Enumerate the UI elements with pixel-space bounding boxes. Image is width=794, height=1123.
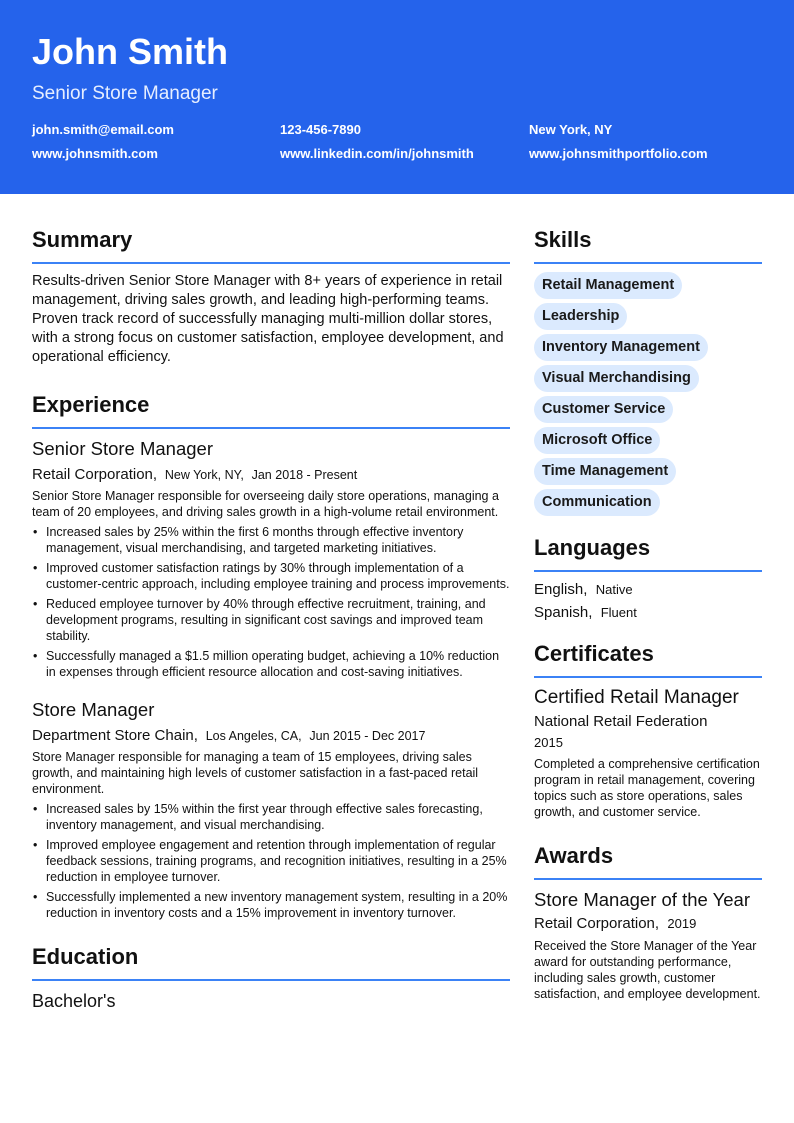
job-location: New York, NY, (164, 468, 244, 482)
summary-text: Results-driven Senior Store Manager with 8+ years of experience in retail management, driving sales growth, and leading high-performing teams. Proven track record of successfully managing multi-million dollar stores, with a strong focus on customer satisfaction, employee development, and operational efficiency. (32, 273, 504, 365)
job-entry (32, 437, 510, 680)
resume-header (0, 0, 794, 194)
skill-chip: Visual Merchandising (534, 365, 699, 392)
achievement-item: • Improved employee engagement and retention through implementation of regular feedback sessions, training programs, and recognition initiatives, resulting in a 25% reduction in employee turnover. (32, 837, 510, 885)
certificate-issuer: National Retail Federation (534, 713, 708, 730)
skill-chip: Time Management (534, 458, 676, 485)
language-item (534, 580, 762, 599)
job-title: Senior Store Manager (32, 438, 213, 459)
job-description: Senior Store Manager responsible for overseeing daily store operations, managing a team of 20 employees, and driving sales growth in a high-volume retail environment. (32, 489, 499, 519)
job-entry (32, 698, 510, 921)
language-item (534, 603, 762, 622)
job-dates: Jun 2015 - Dec 2017 (309, 729, 426, 743)
job-title: Store Manager (32, 699, 155, 720)
contact-location: New York, NY (529, 122, 613, 137)
main-column (32, 226, 510, 1013)
achievement-item: • Successfully implemented a new inventory management system, resulting in a 20% reduction in inventory costs and a 15% improvement in inventory turnover. (32, 889, 510, 921)
achievement-item: • Increased sales by 15% within the first year through effective sales forecasting, inventory management, and visual merchandising. (32, 801, 510, 833)
skill-chip: Communication (534, 489, 660, 516)
contact-email[interactable]: john.smith@email.com (32, 122, 174, 137)
skill-chip: Microsoft Office (534, 427, 660, 454)
candidate-name: John Smith (32, 31, 228, 72)
summary-heading: Summary (32, 226, 510, 264)
award-meta (534, 914, 762, 934)
sidebar-column (534, 226, 762, 1002)
language-level: Native (595, 582, 633, 597)
award-description: Received the Store Manager of the Year award for outstanding performance, including sales growth, customer satisfaction, and employee development. (534, 939, 761, 1001)
award-org: Retail Corporation, (534, 915, 660, 932)
contact-portfolio[interactable]: www.johnsmithportfolio.com (529, 146, 708, 161)
job-company: Retail Corporation, (32, 466, 158, 483)
skill-chip: Inventory Management (534, 334, 708, 361)
contact-linkedin[interactable]: www.linkedin.com/in/johnsmith (280, 146, 474, 161)
certificate-description: Completed a comprehensive certification program in retail management, covering topics such as store operations, sales growth, and customer service. (534, 757, 760, 819)
experience-heading: Experience (32, 391, 510, 429)
job-description: Store Manager responsible for managing a team of 15 employees, driving sales growth, and maintaining high levels of customer satisfaction in a fast-paced retail environment. (32, 750, 479, 796)
job-meta (32, 465, 510, 484)
education-degree: Bachelor's (32, 991, 116, 1011)
language-name: Spanish, (534, 604, 593, 621)
award-name: Store Manager of the Year (534, 889, 750, 910)
job-meta (32, 726, 510, 745)
language-name: English, (534, 581, 588, 598)
skills-list (534, 272, 762, 516)
certificates-heading: Certificates (534, 640, 762, 678)
job-dates: Jan 2018 - Present (251, 468, 358, 482)
certificate-name: Certified Retail Manager (534, 687, 739, 708)
skills-heading: Skills (534, 226, 762, 264)
language-level: Fluent (600, 605, 637, 620)
achievement-item: • Increased sales by 25% within the first 6 months through effective inventory management, visual merchandising, and targeted marketing initiatives. (32, 524, 510, 556)
skill-chip: Retail Management (534, 272, 682, 299)
skill-chip: Customer Service (534, 396, 673, 423)
skill-chip: Leadership (534, 303, 627, 330)
certificate-year: 2015 (534, 735, 563, 750)
job-achievements (32, 524, 510, 680)
job-achievements (32, 801, 510, 921)
awards-heading: Awards (534, 842, 762, 880)
job-location: Los Angeles, CA, (205, 729, 302, 743)
achievement-item: • Improved customer satisfaction ratings by 30% through implementation of a customer-centric approach, including employee training and process improvements. (32, 560, 510, 592)
achievement-item: • Successfully managed a $1.5 million operating budget, achieving a 10% reduction in expenses through efficient resource allocation and cost-saving initiatives. (32, 648, 510, 680)
candidate-role: Senior Store Manager (32, 83, 218, 104)
languages-heading: Languages (534, 534, 762, 572)
education-heading: Education (32, 943, 510, 981)
languages-list (534, 580, 762, 622)
contact-phone[interactable]: 123-456-7890 (280, 122, 361, 137)
job-company: Department Store Chain, (32, 727, 198, 744)
achievement-item: • Reduced employee turnover by 40% through effective recruitment, training, and development programs, resulting in significant cost savings and improved team stability. (32, 596, 510, 644)
award-year: 2019 (667, 916, 697, 931)
contact-website[interactable]: www.johnsmith.com (32, 146, 158, 161)
